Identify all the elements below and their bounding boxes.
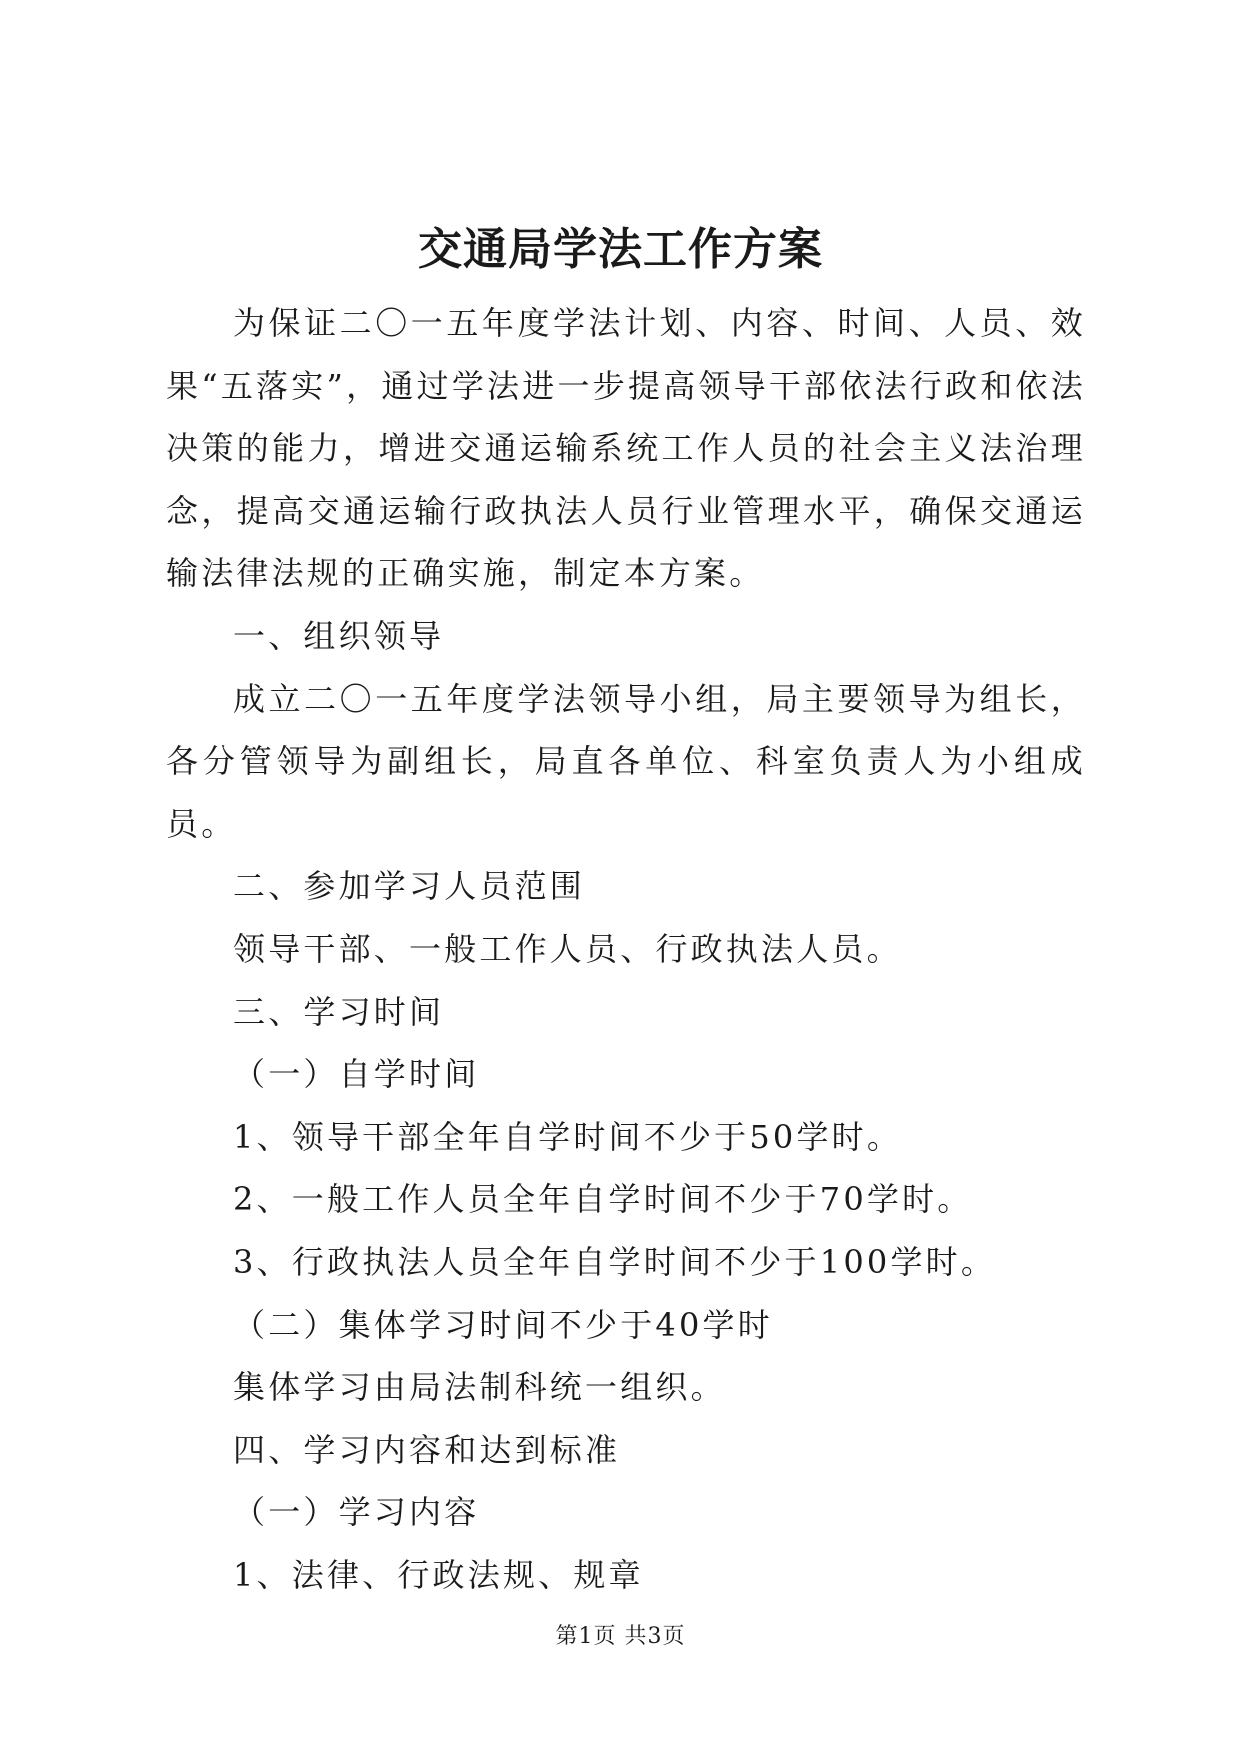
subheading-group-study: （二）集体学习时间不少于40学时 xyxy=(233,1305,773,1344)
list-item: 2、一般工作人员全年自学时间不少于70学时。 xyxy=(233,1180,973,1219)
organization-paragraph: 成立二〇一五年度学法领导小组，局主要领导为组长，各分管领导为副组长，局直各单位、科室负责人为小组成员。 xyxy=(166,679,1086,843)
participants-paragraph: 领导干部、一般工作人员、行政执法人员。 xyxy=(233,929,902,968)
group-study-paragraph: 集体学习由局法制科统一组织。 xyxy=(233,1368,726,1407)
intro-paragraph: 为保证二〇一五年度学法计划、内容、时间、人员、效果“五落实”，通过学法进一步提高领导干部依法行政和依法决策的能力，增进交通运输系统工作人员的社会主义法治理念，提高交通运输行政执法人员行业管理水平，确保交通运输法律法规的正确实施，制定本方案。 xyxy=(166,304,1086,593)
page-footer: 第1页 共3页 xyxy=(555,1624,686,1649)
list-item: 1、法律、行政法规、规章 xyxy=(233,1555,644,1594)
document-title: 交通局学法工作方案 xyxy=(418,224,823,275)
section-heading-content-standards: 四、学习内容和达到标准 xyxy=(233,1430,621,1469)
subheading-study-content: （一）学习内容 xyxy=(233,1493,480,1532)
section-heading-participants: 二、参加学习人员范围 xyxy=(233,867,586,906)
section-heading-study-time: 三、学习时间 xyxy=(233,992,445,1031)
document-body xyxy=(166,292,1086,1606)
subheading-self-study: （一）自学时间 xyxy=(233,1055,480,1094)
section-heading-organization: 一、组织领导 xyxy=(233,616,445,655)
list-item: 1、领导干部全年自学时间不少于50学时。 xyxy=(233,1117,903,1156)
list-item: 3、行政执法人员全年自学时间不少于100学时。 xyxy=(233,1242,997,1281)
